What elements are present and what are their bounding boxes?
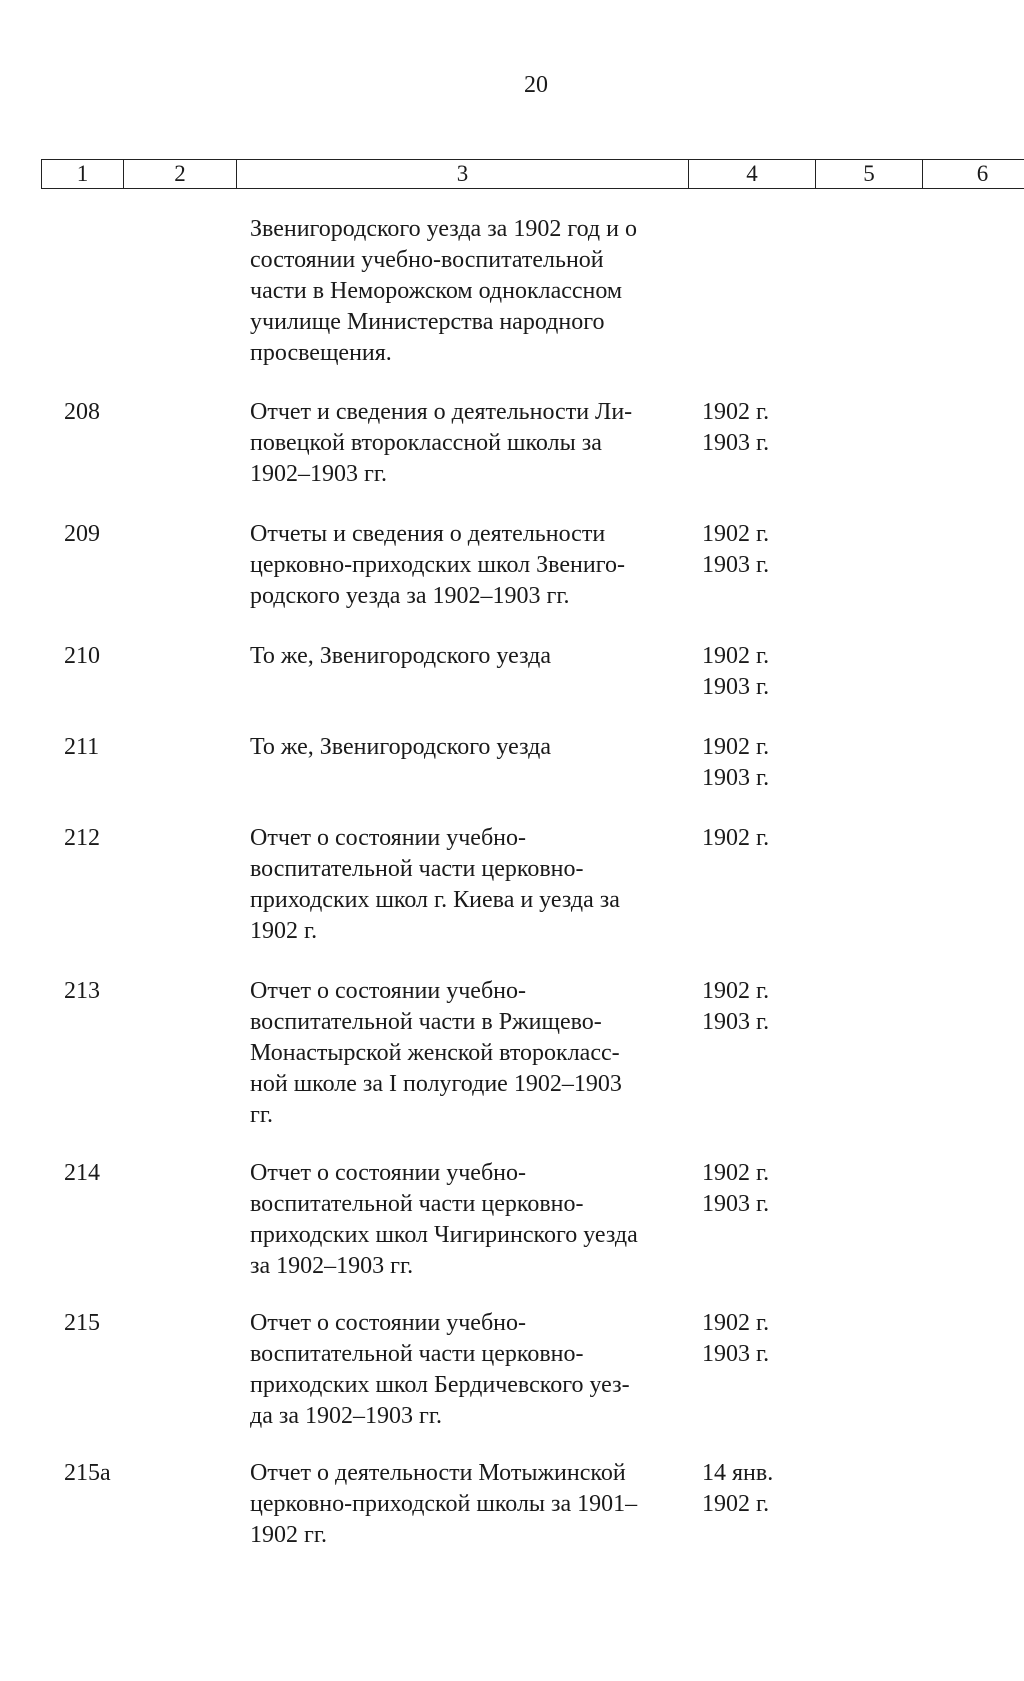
entry-description [250, 641, 690, 672]
desc-line: Монастырской женской второкласс- [250, 1040, 620, 1066]
desc-line: Отчет о состоянии учебно- [250, 825, 526, 851]
entry-number: 215а [64, 1460, 111, 1486]
desc-line: воспитательной части в Ржищево- [250, 1009, 602, 1035]
date-line: 1903 г. [702, 552, 770, 578]
desc-line: Отчет и сведения о деятельности Ли- [250, 399, 633, 425]
entry-number: 210 [64, 643, 100, 669]
entry-description [250, 823, 690, 947]
entry-number: 212 [64, 825, 100, 851]
column-header-6: 6 [976, 161, 989, 186]
desc-line: Отчет о состоянии учебно- [250, 978, 526, 1004]
column-header-5: 5 [816, 160, 923, 188]
entry-number: 209 [64, 521, 100, 547]
date-line: 1902 г. [702, 1310, 770, 1336]
entry-dates [702, 641, 769, 703]
desc-line: Звенигородского уезда за 1902 год и о [250, 216, 637, 242]
date-line: 1903 г. [702, 1191, 770, 1217]
entry-description [250, 1158, 690, 1282]
desc-line: церковно-приходской школы за 1901– [250, 1491, 638, 1517]
desc-line: 1902 г. [250, 918, 318, 944]
entry-number: 214 [64, 1160, 100, 1186]
date-line: 1902 г. [702, 521, 770, 547]
desc-line: училище Министерства народного [250, 309, 605, 335]
date-line: 1902 г. [702, 1491, 770, 1517]
date-line: 1902 г. [702, 825, 770, 851]
date-line: 1903 г. [702, 765, 770, 791]
date-line: 1902 г. [702, 643, 770, 669]
desc-line: воспитательной части церковно- [250, 1341, 584, 1367]
desc-line: да за 1902–1903 гг. [250, 1403, 442, 1429]
date-line: 1902 г. [702, 978, 770, 1004]
desc-line: воспитательной части церковно- [250, 1191, 584, 1217]
desc-line: Отчет о состоянии учебно- [250, 1160, 526, 1186]
entry-description [250, 976, 690, 1131]
desc-line: ной школе за I полугодие 1902–1903 [250, 1071, 622, 1097]
date-line: 1903 г. [702, 674, 770, 700]
desc-line: родского уезда за 1902–1903 гг. [250, 583, 570, 609]
entry-description [250, 732, 690, 763]
date-line: 1902 г. [702, 399, 770, 425]
desc-line: Отчет о состоянии учебно- [250, 1310, 526, 1336]
desc-line: за 1902–1903 гг. [250, 1253, 414, 1279]
column-header-row [41, 159, 1024, 189]
page-number: 20 [524, 72, 548, 98]
desc-line: просвещения. [250, 340, 392, 366]
entry-number: 208 [64, 399, 100, 425]
column-header-4: 4 [689, 160, 816, 188]
date-line: 1903 г. [702, 430, 770, 456]
desc-line: воспитательной части церковно- [250, 856, 584, 882]
entry-dates [702, 1458, 773, 1520]
desc-line: Отчеты и сведения о деятельности [250, 521, 606, 547]
column-header-1: 1 [42, 160, 124, 188]
date-line: 14 янв. [702, 1460, 774, 1486]
entry-description [250, 519, 690, 612]
entry-number: 213 [64, 978, 100, 1004]
entry-description [250, 214, 690, 369]
column-header-2: 2 [124, 160, 237, 188]
entry-dates [702, 976, 769, 1038]
desc-line: 1902–1903 гг. [250, 461, 387, 487]
entry-description [250, 397, 690, 490]
desc-line: повецкой второклассной школы за [250, 430, 602, 456]
entry-description [250, 1458, 690, 1551]
desc-line: 1902 гг. [250, 1522, 327, 1548]
column-header-3: 3 [237, 160, 689, 188]
entry-dates [702, 1308, 769, 1370]
date-line: 1903 г. [702, 1341, 770, 1367]
desc-line: приходских школ Чигиринского уезда [250, 1222, 638, 1248]
desc-line: гг. [250, 1102, 273, 1128]
desc-line: приходских школ г. Киева и уезда за [250, 887, 620, 913]
entry-dates [702, 519, 769, 581]
date-line: 1903 г. [702, 1009, 770, 1035]
desc-line: состоянии учебно-воспитательной [250, 247, 604, 273]
entry-number: 211 [64, 734, 100, 760]
desc-line: То же, Звенигородского уезда [250, 734, 551, 760]
desc-line: То же, Звенигородского уезда [250, 643, 551, 669]
desc-line: церковно-приходских школ Звениго- [250, 552, 625, 578]
desc-line: Отчет о деятельности Мотыжинской [250, 1460, 626, 1486]
entry-dates [702, 732, 769, 794]
entry-dates [702, 1158, 769, 1220]
entry-dates [702, 823, 769, 854]
entry-description [250, 1308, 690, 1432]
entry-number: 215 [64, 1310, 100, 1336]
date-line: 1902 г. [702, 734, 770, 760]
desc-line: приходских школ Бердичевского уез- [250, 1372, 630, 1398]
desc-line: части в Неморожском одноклассном [250, 278, 623, 304]
date-line: 1902 г. [702, 1160, 770, 1186]
entry-dates [702, 397, 769, 459]
